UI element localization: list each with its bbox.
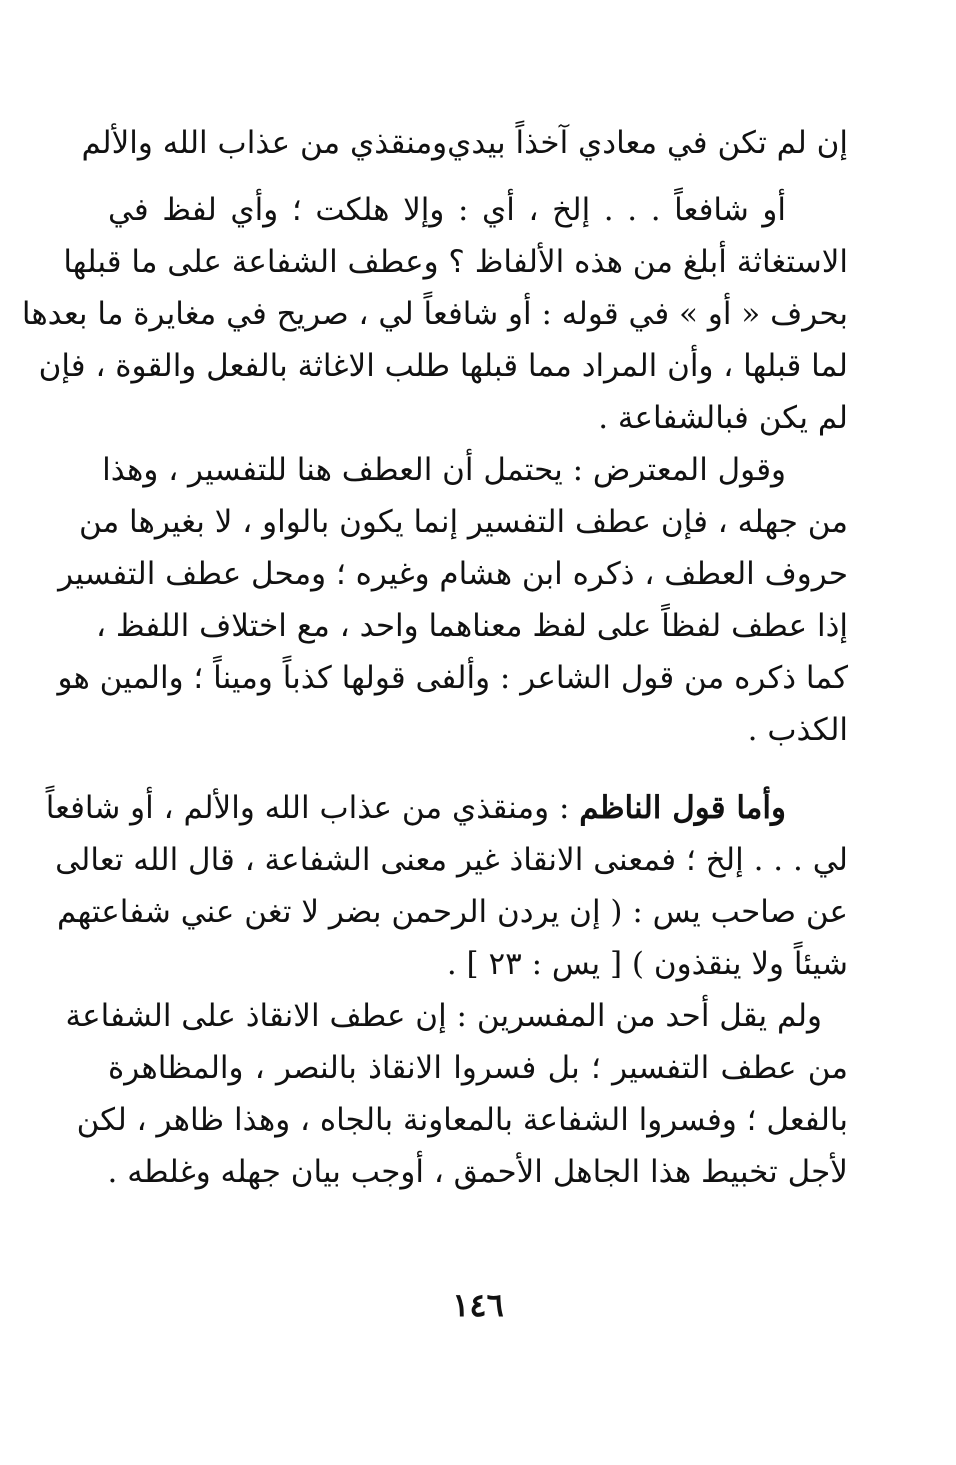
paragraph-line: لي . . . إلخ ؛ فمعنى الانقاذ غير معنى الشفاعة ، قال الله تعالى (55, 842, 848, 878)
paragraph-line: إذا عطف لفظاً على لفظ معناهما واحد ، مع اختلاف اللفظ ، (96, 608, 848, 644)
paragraph-line: الكذب . (747, 712, 848, 748)
poem-verse (81, 112, 848, 174)
paragraph-line: الاستغاثة أبلغ من هذه الألفاظ ؟ وعطف الشفاعة على ما قبلها (63, 244, 848, 280)
paragraph-line: عن صاحب يس : ( إن يردن الرحمن بضر لا تغن عني شفاعتهم (57, 894, 848, 930)
paragraph-line: من عطف التفسير ؛ بل فسروا الانقاذ بالنصر ، والمظاهرة (108, 1050, 848, 1086)
paragraph-line: أو شافعاً . . . إلخ ، أي : وإلا هلكت ؛ وأي لفظ في (108, 192, 786, 228)
paragraph-line: ولم يقل أحد من المفسرين : إن عطف الانقاذ على الشفاعة (65, 998, 822, 1034)
page-body (21, 112, 848, 1198)
verse-second-hemistich: ومنقذي من عذاب الله والألم (81, 125, 448, 161)
paragraph-line: لم يكن فبالشفاعة . (598, 400, 848, 436)
paragraph-line: حروف العطف ، ذكره ابن هشام وغيره ؛ ومحل عطف التفسير (58, 556, 848, 592)
paragraph-line (45, 782, 848, 834)
paragraph-line: بالفعل ؛ وفسروا الشفاعة بالمعاونة بالجاه ، وهذا ظاهر ، لكن (76, 1102, 848, 1138)
paragraph-line: شيئاً ولا ينقذون ) [ يس : ٢٣ ] . (446, 946, 848, 982)
paragraph-line: لأجل تخبيط هذا الجاهل الأحمق ، أوجب بيان جهله وغلطه . (107, 1154, 848, 1190)
paragraph-line: وقول المعترض : يحتمل أن العطف هنا للتفسير ، وهذا (102, 452, 786, 488)
page-number: ١٤٦ (452, 1286, 504, 1324)
spacer (108, 756, 848, 782)
paragraph-line: من جهله ، فإن عطف التفسير إنما يكون بالواو ، لا بغيرها من (78, 504, 848, 540)
paragraph-3 (45, 782, 848, 990)
paragraph-1 (21, 184, 848, 444)
paragraph-4 (65, 990, 848, 1198)
bold-lead-phrase: وأما قول الناظم (579, 790, 786, 826)
line-rest: : ومنقذي من عذاب الله والألم ، أو شافعاً (45, 790, 580, 826)
paragraph-2 (57, 444, 848, 756)
verse-first-hemistich: إن لم تكن في معادي آخذاً بيدي (447, 125, 848, 161)
paragraph-line: بحرف « أو » في قوله : أو شافعاً لي ، صريح في مغايرة ما بعدها (21, 296, 848, 332)
paragraph-line: لما قبلها ، وأن المراد مما قبلها طلب الاغاثة بالفعل والقوة ، فإن (38, 348, 848, 384)
spacer (108, 174, 848, 184)
paragraph-line: كما ذكره من قول الشاعر : وألفى قولها كذباً وميناً ؛ والمين هو (57, 660, 848, 696)
